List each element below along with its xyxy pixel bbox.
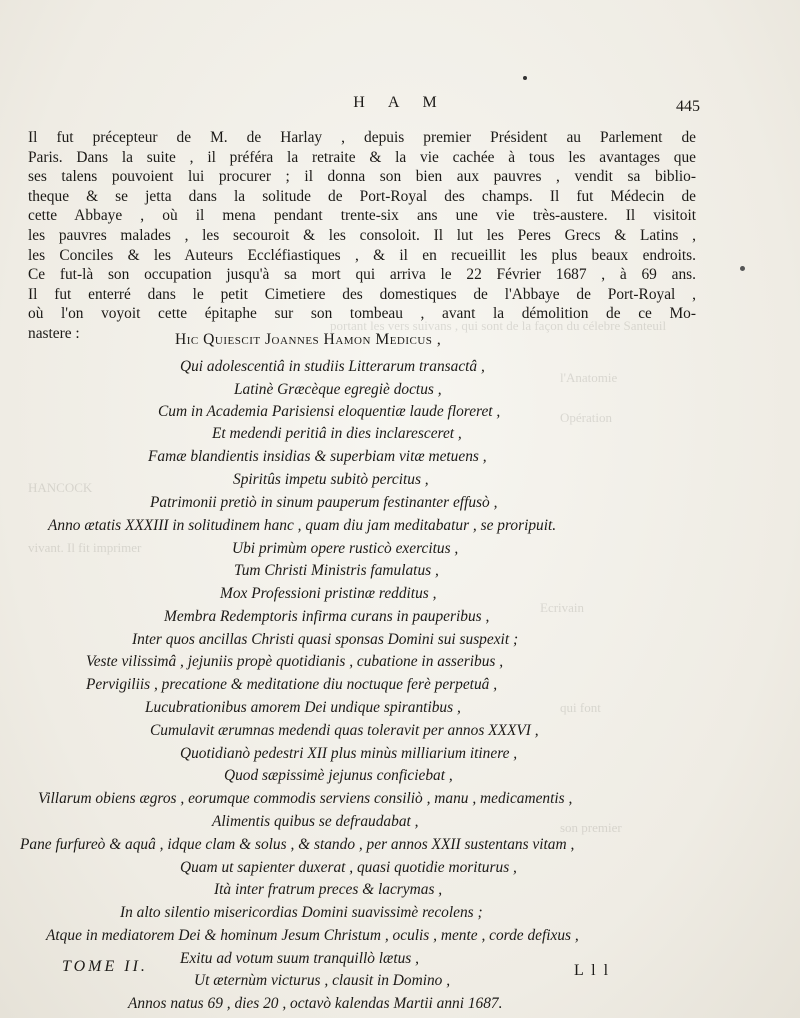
epitaph-line: Tum Christi Ministris famulatus ,: [234, 562, 439, 579]
epitaph-line: Quam ut sapienter duxerat , quasi quotidie moriturus ,: [180, 859, 517, 876]
page-header: [0, 92, 800, 116]
body-line: Paris. Dans la suite , il préféra la retraite & la vie cachée à tous les avantages que: [28, 148, 696, 166]
running-head: H A M: [353, 94, 447, 111]
book-page: portant les vers suivans , qui sont de la façon du célebre Santeuil l'Anatomie Opération HANCOCK vivant. Il fit imprimer Ecrivain qui font son premier H A M 445 Il fut précepteur de M. de Harlay , depuis premier Président au Parlement de Paris. Dans la suite , il préféra la retraite & la vie cachée à tous les avantages que ses talens pouvoient lui procurer ; il donna son bien aux pauvres , vendit sa biblio- theque & se jetta dans la solitude de Port-Royal des champs. Il fut Médecin de cette Abbaye , où il mena pendant trente-six ans une vie très-austere. Il visitoit les pauvres malades , les secouroit & les consoloit. Il lut les Peres Grecs & Latins , les Conciles & les Auteurs Eccléfiastiques , & il en recueillit les plus beaux endroits. Ce fut-là son occupation jusqu'à sa mort qui arriva le 22 Février 1687 , à 69 ans. Il fut enterré dans le petit Cimetiere des domestiques de l'Abbaye de Port-Royal , où l'on voyoit cette épitaphe sur son tombeau , avant la démolition de ce Mo- nastere : Hic Quiescit Joannes Hamon Medicus , Qui adolescentiâ in studiis Litterarum transactâ , Latinè Græcèque egregiè doctus , Cum in Academia Parisiensi eloquentiæ laude floreret , Et medendi peritiâ in dies inclaresceret , Famæ blandientis insidias & superbiam vitæ metuens , Spiritûs impetu subitò percitus , Patrimonii pretiò in sinum pauperum festinanter effusò , Anno ætatis XXXIII in solitudinem hanc , quam diu jam meditabatur , se proripuit. Ubi primùm opere rusticò exercitus , Tum Christi Ministris famulatus , Mox Professioni pristinæ redditus , Membra Redemptoris infirma curans in pauperibus , Inter quos ancillas Christi quasi sponsas Domini sui suspexit ; Veste vilissimâ , jejuniis propè quotidianis , cubatione in asseribus , Pervigiliis , precatione & meditatione diu noctuque ferè perpetuâ , Lucubrationibus amorem Dei undique spirantibus , Cumulavit ærumnas medendi quas toleravit per annos XXXVI , Quotidianò pedestri XII plus minùs milliarium itinere , Quod sæpissimè jejunus conficiebat , Villarum obiens ægros , eorumque commodis serviens consiliò , manu , medicamentis , Alimentis quibus se defraudabat , Pane furfureò & aquâ , idque clam & solus , & stando , per annos XXII sustentans vitam , Quam ut sapienter duxerat , quasi quotidie moriturus , Ità inter fratrum preces & lacrymas , In alto silentio misericordias Domini suavissimè recolens ; Atque in mediatorem Dei & hominum Jesum Christum , oculis , mente , corde defixus , Exitu ad votum suum tranquillò lætus , Ut æternùm victurus , clausit in Domino , Annos natus 69 , dies 20 , octavò kalendas Martii anni 1687. TOME II. L l l: [0, 0, 800, 1018]
body-line: les pauvres malades , les secouroit & les consoloit. Il lut les Peres Grecs & Latins ,: [28, 226, 696, 244]
body-paragraph: [28, 128, 696, 344]
epitaph-line: Spiritûs impetu subitò percitus ,: [233, 471, 429, 488]
epitaph-line: Annos natus 69 , dies 20 , octavò kalendas Martii anni 1687.: [128, 995, 503, 1012]
epitaph-line: Quotidianò pedestri XII plus minùs milliarium itinere ,: [180, 745, 518, 762]
volume-label: TOME II.: [62, 958, 148, 975]
body-line: Il fut enterré dans le petit Cimetiere des domestiques de l'Abbaye de Port-Royal ,: [28, 285, 696, 303]
body-line: où l'on voyoit cette épitaphe sur son tombeau , avant la démolition de ce Mo-: [28, 305, 696, 323]
epitaph-line: Patrimonii pretiò in sinum pauperum festinanter effusò ,: [150, 494, 498, 511]
epitaph-heading: Hic Quiescit Joannes Hamon Medicus ,: [175, 331, 442, 348]
page-number: 445: [676, 98, 700, 115]
body-line: cette Abbaye , où il mena pendant trente-six ans une vie très-austere. Il visitoit: [28, 207, 696, 225]
epitaph-line: Veste vilissimâ , jejuniis propè quotidianis , cubatione in asseribus ,: [86, 653, 504, 670]
epitaph-line: Lucubrationibus amorem Dei undique spirantibus ,: [145, 699, 461, 716]
body-line: nastere :: [28, 324, 80, 342]
epitaph-line: Quod sæpissimè jejunus conficiebat ,: [224, 767, 453, 784]
epitaph-line: Cum in Academia Parisiensi eloquentiæ laude floreret ,: [158, 403, 501, 420]
epitaph-line: Villarum obiens ægros , eorumque commodis serviens consiliò , manu , medicamentis ,: [38, 790, 573, 807]
epitaph-line: Exitu ad votum suum tranquillò lætus ,: [180, 950, 419, 967]
signature-mark: L l l: [574, 962, 611, 979]
body-line: Ce fut-là son occupation jusqu'à sa mort qui arriva le 22 Février 1687 , à 69 ans.: [28, 266, 696, 284]
epitaph-line: In alto silentio misericordias Domini suavissimè recolens ;: [120, 904, 483, 921]
epitaph-line: Ubi primùm opere rusticò exercitus ,: [232, 540, 459, 557]
epitaph-line: Et medendi peritiâ in dies inclaresceret ,: [212, 425, 462, 442]
epitaph-line: Membra Redemptoris infirma curans in pauperibus ,: [164, 608, 490, 625]
epitaph-line: Anno ætatis XXXIII in solitudinem hanc , quam diu jam meditabatur , se proripuit.: [48, 517, 557, 534]
body-line: theque & se jetta dans la solitude de Port-Royal des champs. Il fut Médecin de: [28, 187, 696, 205]
epitaph-line: Inter quos ancillas Christi quasi sponsas Domini sui suspexit ;: [132, 631, 519, 648]
epitaph-line: Mox Professioni pristinæ redditus ,: [220, 585, 437, 602]
epitaph-line: Latinè Græcèque egregiè doctus ,: [234, 381, 442, 398]
body-line: Il fut précepteur de M. de Harlay , depuis premier Président au Parlement de: [28, 129, 696, 146]
body-line: ses talens pouvoient lui procurer ; il donna son bien aux pauvres , vendit sa biblio-: [28, 168, 696, 186]
epitaph-line: Cumulavit ærumnas medendi quas toleravit per annos XXXVI ,: [150, 722, 539, 739]
epitaph-line: Famæ blandientis insidias & superbiam vitæ metuens ,: [148, 448, 487, 465]
epitaph-line: Pane furfureò & aquâ , idque clam & solus , & stando , per annos XXII sustentans vitam ,: [20, 836, 575, 853]
epitaph-line: Alimentis quibus se defraudabat ,: [212, 813, 419, 830]
epitaph-line: Ità inter fratrum preces & lacrymas ,: [214, 881, 443, 898]
epitaph-line: Pervigiliis , precatione & meditatione diu noctuque ferè perpetuâ ,: [86, 676, 498, 693]
epitaph-line: Qui adolescentiâ in studiis Litterarum transactâ ,: [180, 358, 485, 375]
epitaph-line: Ut æternùm victurus , clausit in Domino ,: [194, 972, 451, 989]
ink-speck: [523, 76, 527, 80]
epitaph-line: Atque in mediatorem Dei & hominum Jesum Christum , oculis , mente , corde defixus ,: [46, 927, 579, 944]
body-line: les Conciles & les Auteurs Eccléfiastiques , & il en recueillit les plus beaux endroits.: [28, 246, 696, 264]
ink-speck: [740, 266, 745, 271]
